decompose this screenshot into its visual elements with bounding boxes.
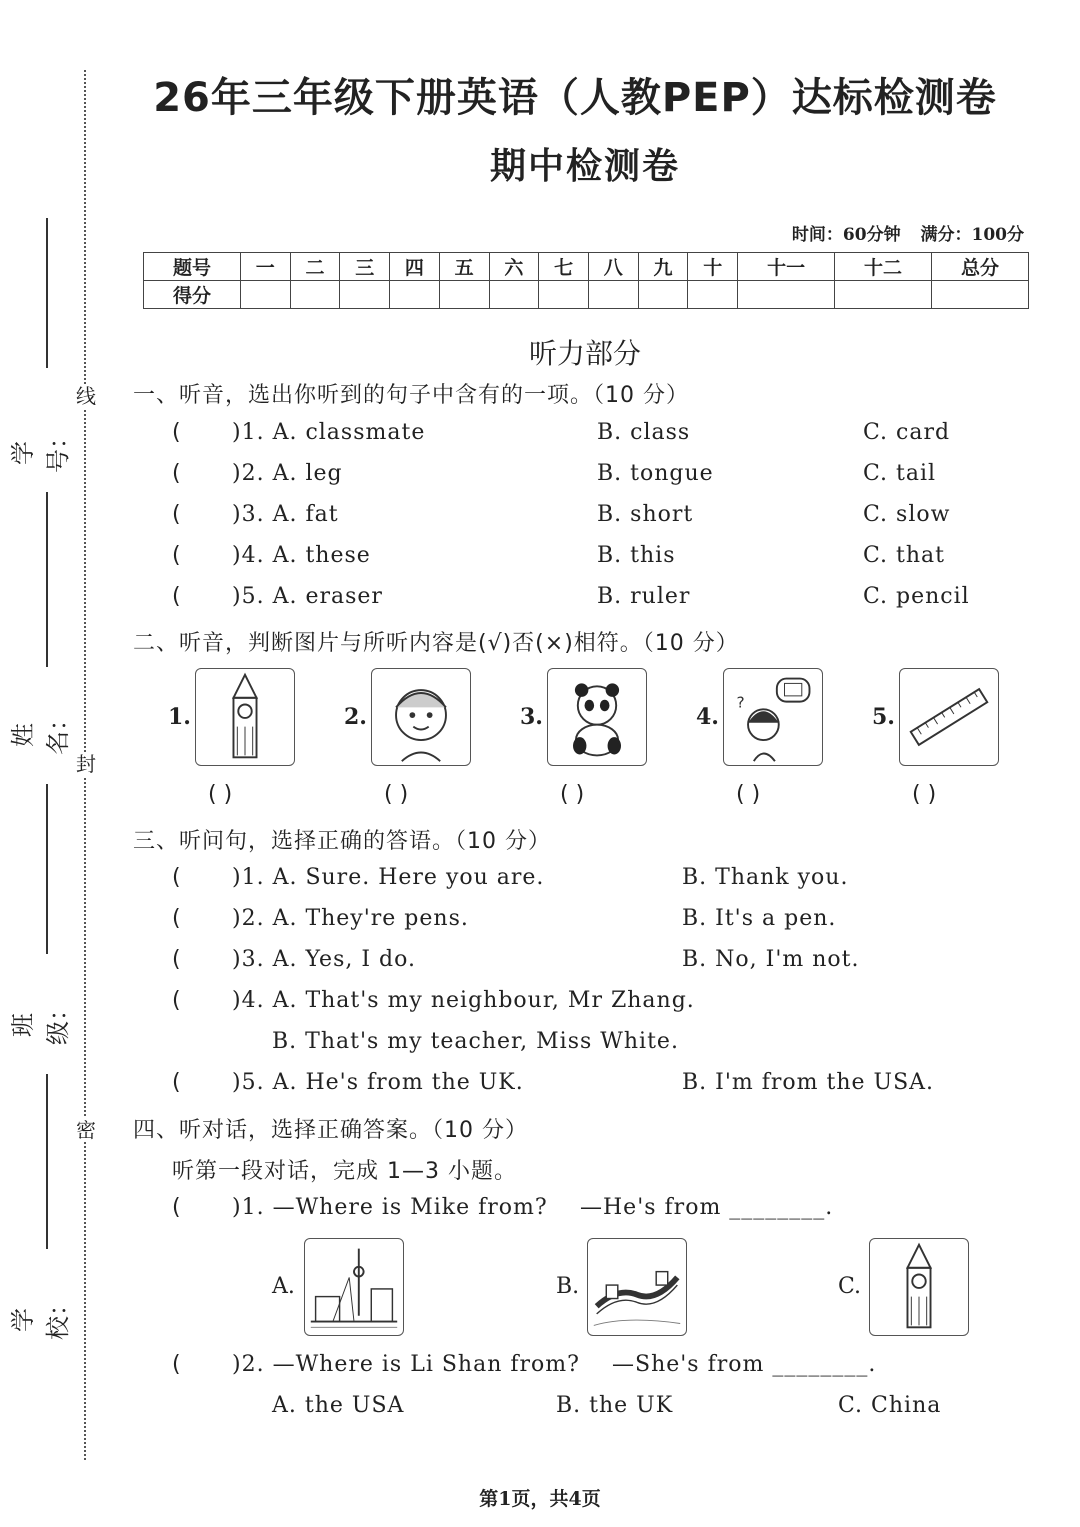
option-b: B. tongue [597,461,714,486]
answer-paren: ( [172,502,181,527]
part-title: 听力部分 [528,337,641,370]
score-table-score-row [144,281,1029,309]
score-header-cell: 九 [638,253,688,281]
score-header-cell: 三 [340,253,390,281]
answer-bracket[interactable]: ( ) [560,782,585,807]
binding-char-feng: 封 [76,752,96,776]
student-school-line [46,1074,48,1249]
student-school-label: 学校： [9,1292,72,1340]
picture-number: 2. [344,704,367,730]
option-b: B. this [597,543,676,568]
option-b: B. short [597,502,694,527]
score-cell[interactable] [489,281,539,309]
answer-paren: ( [172,865,181,890]
score-header-cell: 十二 [835,253,932,281]
score-header-cell: 四 [390,253,440,281]
question-4-1: )1. —Where is Mike from? [232,1195,548,1220]
question-3-1: )1. A. Sure. Here you are. [232,865,545,890]
picture-number: 1. [168,704,191,730]
option-c: C. slow [863,502,951,527]
answer-bracket[interactable]: ( ) [384,782,409,807]
score-cell[interactable] [290,281,340,309]
big-ben-icon [195,668,295,766]
answer-paren: ( [172,906,181,931]
answer-paren: ( [172,1352,181,1377]
option-c: C. card [863,420,951,445]
answer-paren: ( [172,584,181,609]
picture-number: 4. [696,704,719,730]
answer-paren: ( [172,420,181,445]
section-4-intro: 听第一段对话，完成 1—3 小题。 [172,1159,517,1184]
question-3-5: )5. A. He's from the UK. [232,1070,524,1095]
answer-paren: ( [172,543,181,568]
question-1-5: )5. A. eraser [232,584,383,609]
score-table [143,252,1029,309]
svg-text:?: ? [736,693,745,712]
answer-paren: ( [172,1195,181,1220]
student-name-line [46,492,48,667]
score-header-cell: 十 [688,253,738,281]
answer-bracket[interactable]: ( ) [736,782,761,807]
score-header-cell: 十一 [738,253,835,281]
option-label: C. [838,1274,862,1299]
option-b: B. class [597,420,691,445]
question-3-3: )3. A. Yes, I do. [232,947,416,972]
option-b: B. That's my teacher, Miss White. [272,1029,679,1054]
option-b: B. It's a pen. [682,906,837,931]
answer-paren: ( [172,1070,181,1095]
section-4-heading: 四、听对话，选择正确答案。（10 分） [133,1118,528,1143]
question-3-4: )4. A. That's my neighbour, Mr Zhang. [232,988,695,1013]
option-label: B. [556,1274,580,1299]
girl-thinking-icon [723,668,823,766]
score-header-cell: 总分 [931,253,1028,281]
page-title: 26年三年级下册英语（人教PEP）达标检测卷 [153,75,997,121]
section-3-heading: 三、听问句，选择正确的答语。（10 分） [133,829,551,854]
score-header-cell: 题号 [144,253,241,281]
answer-bracket[interactable]: ( ) [208,782,233,807]
question-4-2: )2. —Where is Li Shan from? [232,1352,580,1377]
score-cell[interactable] [588,281,638,309]
question-1-2: )2. A. leg [232,461,343,486]
option-c: C. China [838,1393,942,1418]
score-cell[interactable] [539,281,589,309]
student-class-label: 班级： [9,997,72,1045]
question-3-2: )2. A. They're pens. [232,906,469,931]
score-cell[interactable] [340,281,390,309]
answer-paren: ( [172,947,181,972]
score-table-header-row [144,253,1029,281]
score-header-cell: 八 [588,253,638,281]
question-1-1: )1. A. classmate [232,420,426,445]
big-ben-icon [869,1238,969,1336]
binding-char-mi: 密 [76,1118,96,1142]
student-class-line [46,784,48,954]
option-c: C. that [863,543,946,568]
question-1-4: )4. A. these [232,543,371,568]
answer-paren: ( [172,461,181,486]
student-name-label: 姓名： [9,707,72,755]
exam-meta [778,220,1024,245]
option-label: A. [272,1274,295,1299]
score-row-label: 得分 [144,281,241,309]
option-b: B. the UK [556,1393,674,1418]
option-c: C. tail [863,461,937,486]
score-header-cell: 六 [489,253,539,281]
question-4-1-answer: —He's from ________. [580,1195,834,1220]
city-skyline-icon [304,1238,404,1336]
score-cell[interactable] [638,281,688,309]
binding-char-xian: 线 [76,384,96,408]
option-b: B. No, I'm not. [682,947,860,972]
ruler-icon [899,668,999,766]
option-b: B. Thank you. [682,865,849,890]
score-cell[interactable] [688,281,738,309]
time-limit: 时间：60分钟 [791,225,901,245]
score-cell[interactable] [835,281,932,309]
option-b: B. ruler [597,584,691,609]
answer-bracket[interactable]: ( ) [912,782,937,807]
score-cell[interactable] [240,281,290,309]
great-wall-icon [587,1238,687,1336]
section-1-heading: 一、听音，选出你听到的句子中含有的一项。（10 分） [133,383,689,408]
score-cell[interactable] [390,281,440,309]
boy-face-icon [371,668,471,766]
option-a: A. the USA [272,1393,405,1418]
full-score: 满分：100分 [920,225,1024,245]
question-1-3: )3. A. fat [232,502,339,527]
picture-number: 3. [520,704,543,730]
score-cell[interactable] [439,281,489,309]
option-b: B. I'm from the USA. [682,1070,935,1095]
score-header-cell: 二 [290,253,340,281]
score-header-cell: 五 [439,253,489,281]
picture-number: 5. [872,704,895,730]
question-4-2-answer: —She's from ________. [612,1352,877,1377]
page-footer: 第1页，共4页 [479,1488,601,1510]
section-2-heading: 二、听音，判断图片与所听内容是(√)否(×)相符。（10 分） [133,631,739,656]
score-header-cell: 七 [539,253,589,281]
panda-icon [547,668,647,766]
score-header-cell: 一 [240,253,290,281]
option-c: C. pencil [863,584,970,609]
score-cell[interactable] [738,281,835,309]
page-subtitle: 期中检测卷 [489,146,680,187]
answer-paren: ( [172,988,181,1013]
score-cell[interactable] [931,281,1028,309]
student-id-label: 学号： [9,425,72,473]
